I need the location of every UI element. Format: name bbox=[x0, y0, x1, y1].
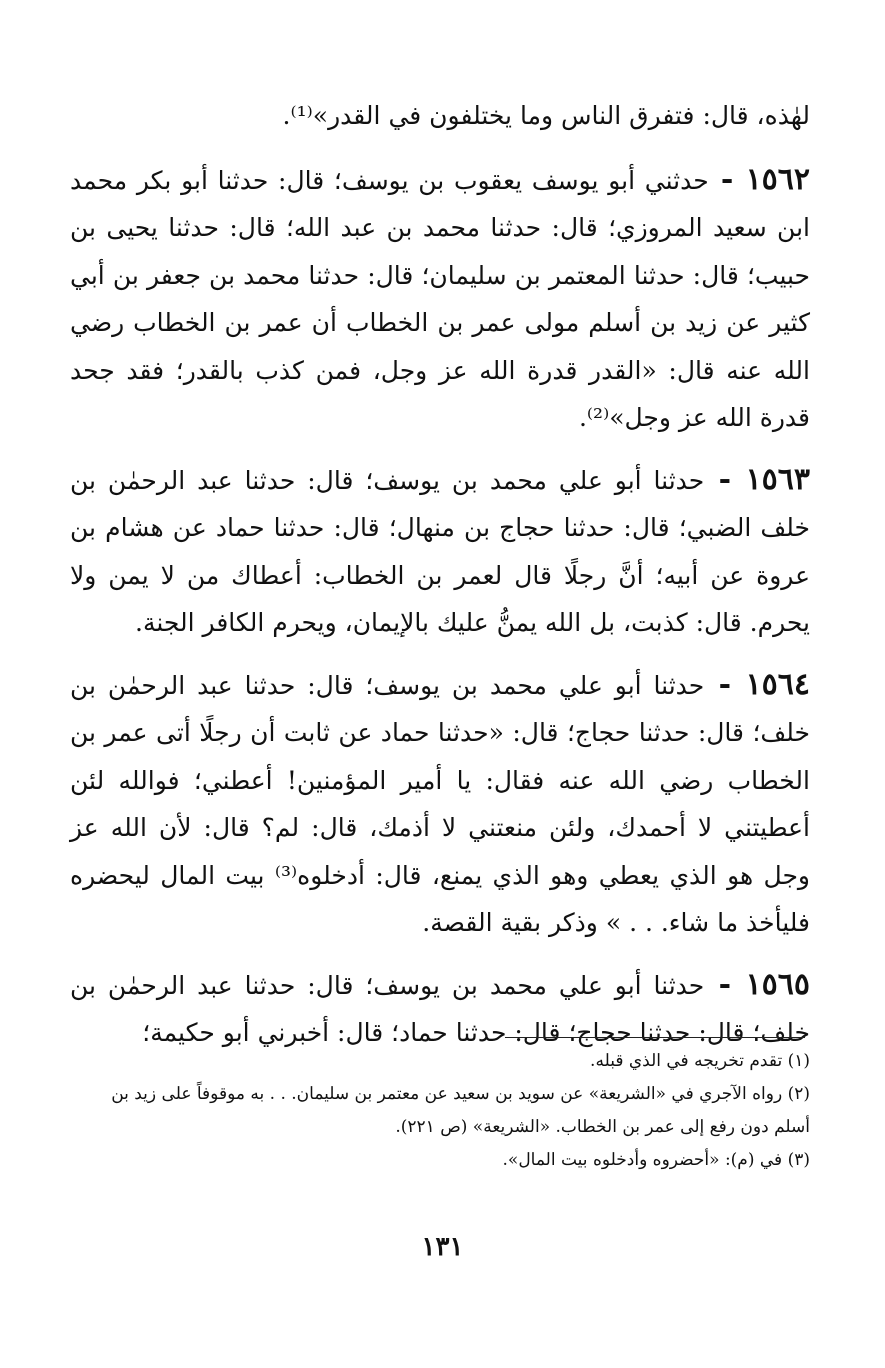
hadith-text: حدثني أبو يوسف يعقوب بن يوسف؛ قال: حدثنا أبو بكر محمد ابن سعيد المروزي؛ قال: حدثنا محمد بن عبد الله؛ قال: حدثنا يحيى بن حبيب؛ قال: حدثنا المعتمر بن سليمان؛ قال: حدثنا محمد بن جعفر بن أبي كثير عن زيد بن أسلم مولى عمر بن الخطاب أن عمر بن الخطاب رضي الله عنه قال: «القدر قدرة الله عز وجل، فمن كذب بالقدر؛ فقد جحد قدرة الله عز وجل»⁽²⁾. bbox=[70, 165, 810, 432]
page-number: ١٣١ bbox=[421, 1232, 464, 1262]
hadith-text: حدثنا أبو علي محمد بن يوسف؛ قال: حدثنا عبد الرحمٰن بن خلف؛ قال: حدثنا حجاج؛ قال: حدثنا حماد؛ قال: أخبرني أبو حكيمة؛ bbox=[70, 970, 810, 1047]
page-body bbox=[70, 92, 810, 1071]
hadith-number: ١٥٦٣ - bbox=[704, 462, 810, 497]
hadith-text: حدثنا أبو علي محمد بن يوسف؛ قال: حدثنا عبد الرحمٰن بن خلف الضبي؛ قال: حدثنا حجاج بن منهال؛ قال: حدثنا حماد عن هشام بن عروة عن أبيه؛ أنَّ رجلًا قال لعمر بن الخطاب: أعطاك من لا يمن ولا يحرم. قال: كذبت، بل الله يمنُّ عليك بالإيمان، ويحرم الكافر الجنة. bbox=[70, 465, 810, 637]
footnote: (٣) في (م): «أحضروه وأدخلوه بيت المال». bbox=[502, 1150, 810, 1170]
hadith-number: ١٥٦٥ - bbox=[704, 967, 810, 1002]
opening-line: لهٰذه، قال: فتفرق الناس وما يختلفون في القدر»⁽¹⁾. bbox=[282, 101, 810, 130]
hadith-text: حدثنا أبو علي محمد بن يوسف؛ قال: حدثنا عبد الرحمٰن بن خلف؛ قال: حدثنا حجاج؛ قال: «حدثنا حماد عن ثابت أن رجلًا أتى عمر بن الخطاب رضي الله عنه فقال: يا أمير المؤمنين! أعطني؛ فوالله لئن أعطيتني لا أحمدك، ولئن منعتني لا أذمك، قال: لم؟ قال: لأن الله عز وجل هو الذي يعطي وهو الذي يمنع، قال: أدخلوه⁽³⁾ بيت المال ليحضره فليأخذ ما شاء. . . » وذكر بقية القصة. bbox=[70, 670, 810, 937]
footnote: (٢) رواه الآجري في «الشريعة» عن سويد بن سعيد عن معتمر بن سليمان. . . به موقوفاً على زيد بن أسلم دون رفع إلى عمر بن الخطاب. «الشريعة» (ص ٢٢١). bbox=[111, 1084, 810, 1137]
main-text bbox=[70, 92, 810, 1057]
hadith-paragraph bbox=[70, 456, 810, 647]
hadith-paragraph bbox=[70, 661, 810, 947]
footnotes bbox=[70, 1045, 810, 1177]
hadith-paragraph bbox=[70, 156, 810, 442]
hadith-number: ١٥٦٤ - bbox=[704, 667, 810, 702]
hadith-paragraph bbox=[70, 961, 810, 1057]
footnote: (١) تقدم تخريجه في الذي قبله. bbox=[590, 1051, 810, 1071]
hadith-number: ١٥٦٢ - bbox=[709, 162, 810, 197]
footnote-separator bbox=[505, 1037, 805, 1038]
